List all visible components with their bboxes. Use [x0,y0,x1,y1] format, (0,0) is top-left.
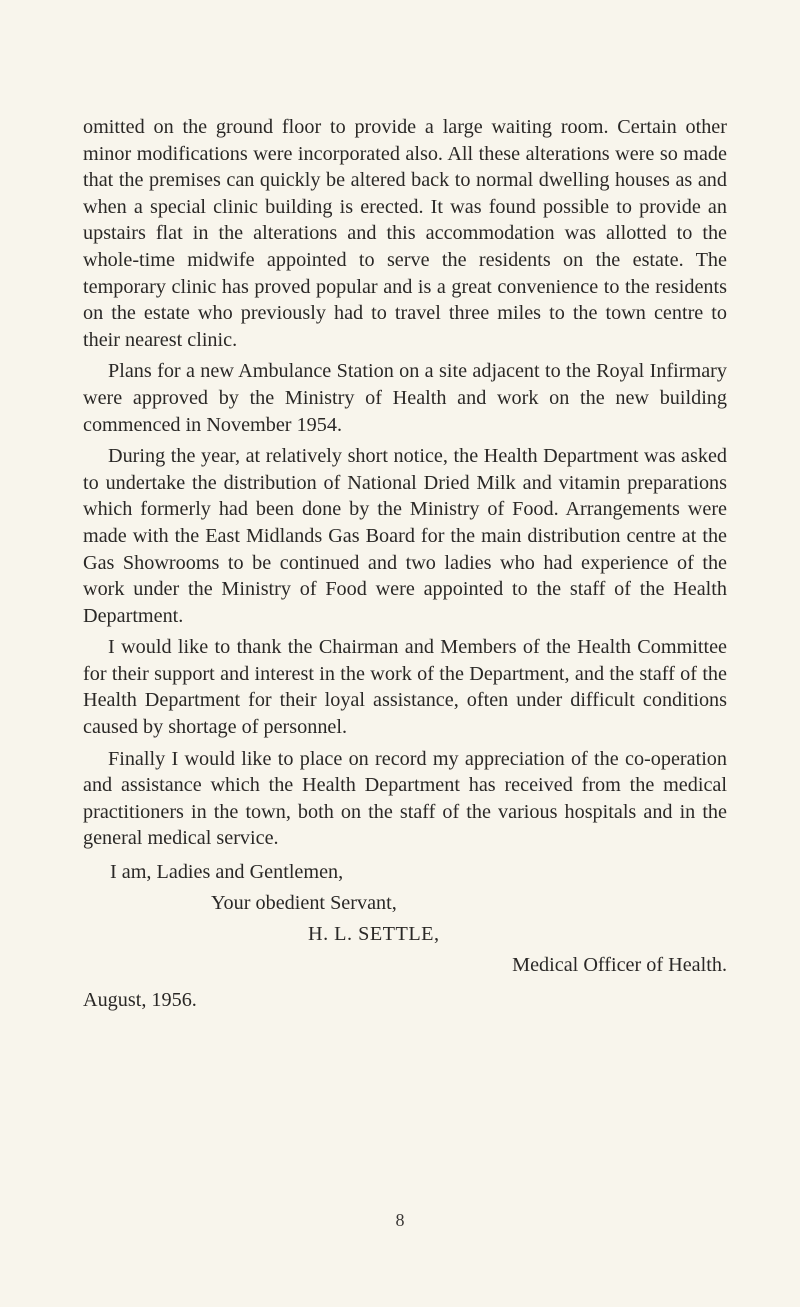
salutation: I am, Ladies and Gentlemen, [110,861,344,884]
paragraph-ambulance-station: Plans for a new Ambulance Station on a site adjacent to the Royal Infirmary were approved by the Ministry of Health and work on the new building commenced in November 1954. [83,360,727,436]
page-number: 8 [395,1210,405,1230]
paragraph-appreciation: Finally I would like to place on record my appreciation of the co-operation and assistance which the Health Department has received from the medical practitioners in the town, both on the staff of the various hospitals and in the general medical service. [83,747,727,850]
paragraph-clinic-alterations: omitted on the ground floor to provide a large waiting room. Certain other minor modifications were incorporated also. All these alterations were so made that the premises can quickly be altered back to normal dwelling houses as and when a special clinic building is erected. It was found possible to provide an upstairs flat in the alterations and this accommodation was allotted to the whole-time midwife appointed to serve the residents on the estate. The temporary clinic has proved popular and is a great convenience to the residents on the estate who previously had to travel three miles to the town centre to their nearest clinic. [83,116,727,351]
letter-date: August, 1956. [83,989,197,1012]
complimentary-close: Your obedient Servant, [211,892,397,915]
signature-designation: Medical Officer of Health. [512,954,727,977]
paragraph-dried-milk-distribution: During the year, at relatively short notice, the Health Department was asked to undertake the distribution of National Dried Milk and vitamin preparations which formerly had been done by the Ministry of Food. Arrangements were made with the East Midlands Gas Board for the main distribution centre at the Gas Showrooms to be continued and two ladies who had experience of the work under the Ministry of Food were appointed to the staff of the Health Department. [83,445,727,627]
signature-name: H. L. SETTLE, [308,923,440,946]
letter-body [83,114,727,1016]
paragraph-thanks-committee: I would like to thank the Chairman and Members of the Health Committee for their support and interest in the work of the Department, and the staff of the Health Department for their loyal assistance, often under difficult conditions caused by shortage of personnel. [83,636,727,739]
letter-closing [83,857,727,1016]
